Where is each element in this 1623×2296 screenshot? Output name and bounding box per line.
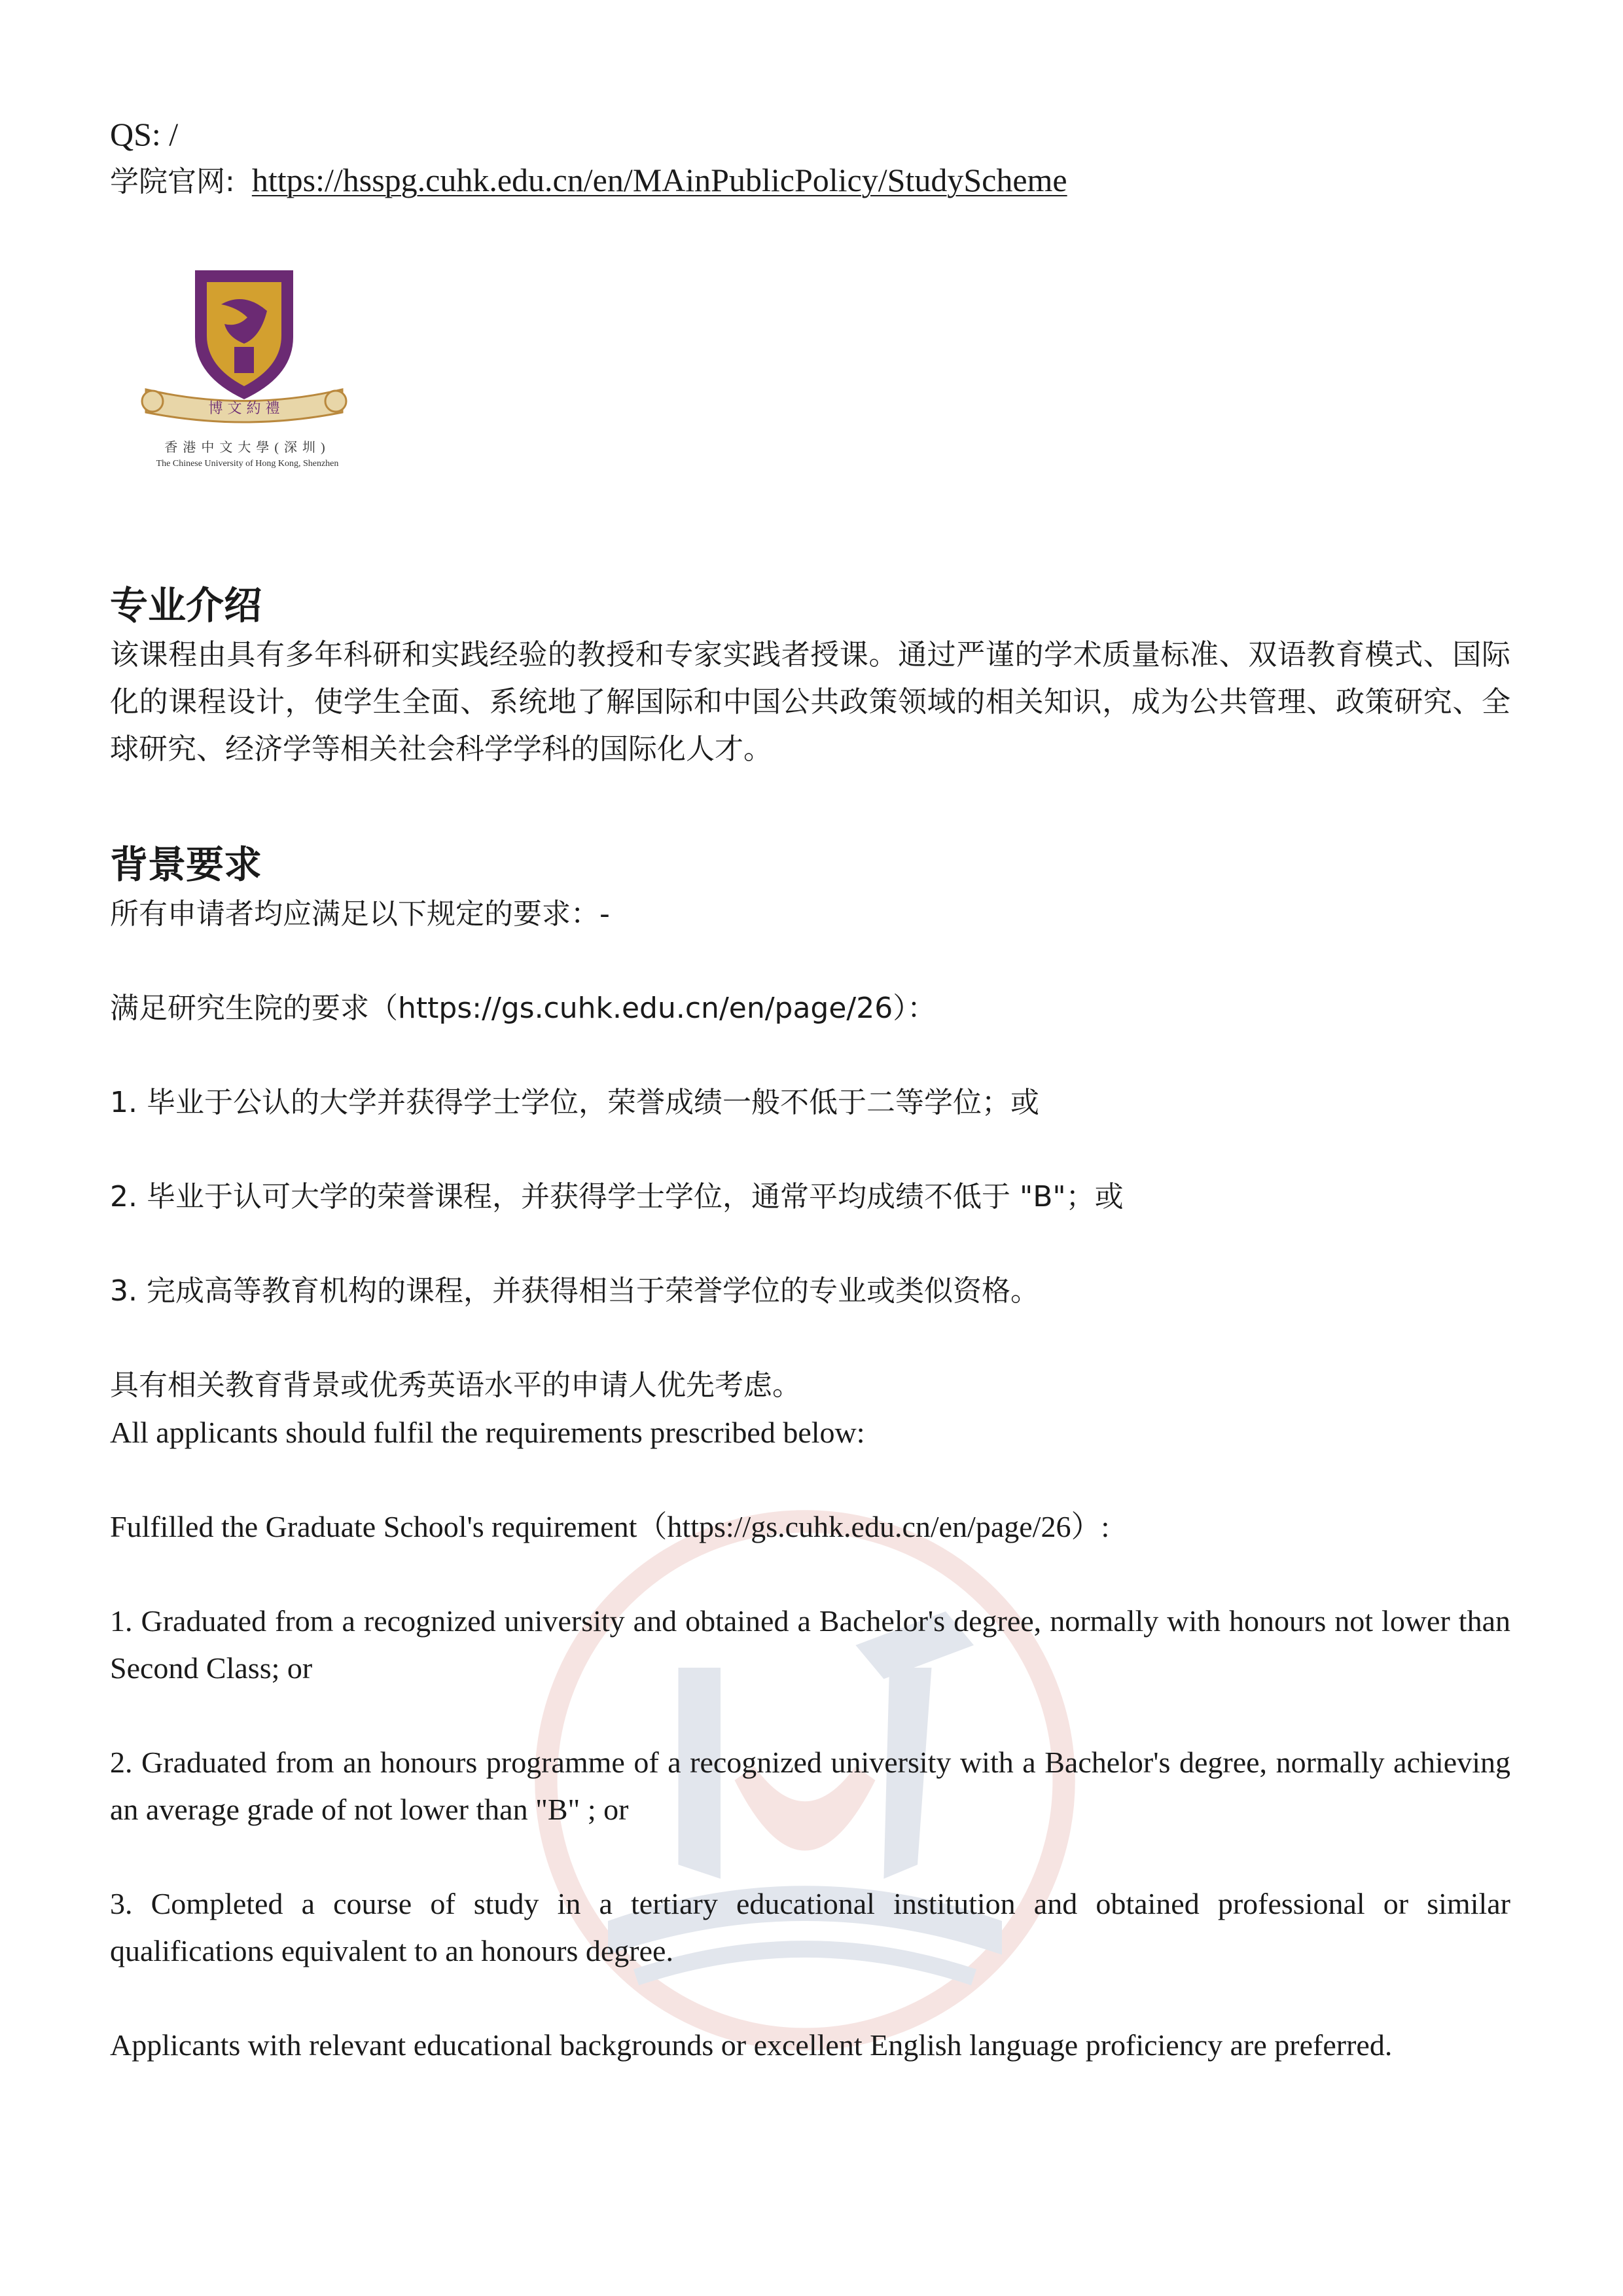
preferred-note-en: Applicants with relevant educational backgrounds or excellent English language proficiency are preferred. bbox=[110, 2028, 1393, 2062]
intro-heading: 专业介绍 bbox=[110, 583, 262, 628]
preferred-note-zh: 具有相关教育背景或优秀英语水平的申请人优先考虑。 bbox=[110, 1369, 801, 1402]
qs-ranking-line: QS: / bbox=[110, 116, 179, 152]
requirement-item-1-en: 1. Graduated from a recognized university and obtained a Bachelor's degree, normally with honours not lower than Second Class; or bbox=[110, 1604, 1510, 1685]
university-crest-icon bbox=[110, 265, 385, 435]
requirement-lead-en: All applicants should fulfil the requirements prescribed below: bbox=[110, 1416, 865, 1449]
website-line bbox=[110, 157, 1510, 205]
intro-section bbox=[110, 579, 1510, 773]
website-link[interactable]: https://hsspg.cuhk.edu.cn/en/MAinPublicPolicy/StudyScheme bbox=[251, 162, 1067, 198]
intro-text: 该课程由具有多年科研和实践经验的教授和专家实践者授课。通过严谨的学术质量标准、双语教育模式、国际化的课程设计，使学生全面、系统地了解国际和中国公共政策领域的相关知识，成为公共管理、政策研究、全球研究、经济学等相关社会科学学科的国际化人才。 bbox=[110, 638, 1510, 766]
logo-name-en: The Chinese University of Hong Kong, Shenzhen bbox=[156, 459, 339, 469]
background-heading: 背景要求 bbox=[110, 842, 262, 887]
content-column bbox=[110, 111, 1510, 2069]
university-logo bbox=[110, 265, 385, 481]
graduate-school-requirement-zh: 满足研究生院的要求（https://gs.cuhk.edu.cn/en/page/26）： bbox=[110, 992, 936, 1025]
website-label: 学院官网: bbox=[110, 165, 235, 198]
background-section bbox=[110, 838, 1510, 2069]
requirement-item-2-en: 2. Graduated from an honours programme of a recognized university with a Bachelor's degree, normally achieving an average grade of not lower than "B" ; or bbox=[110, 1746, 1510, 1826]
logo-name-cn: 香港中文大學(深圳) bbox=[164, 440, 330, 455]
requirement-item-1-zh: 1. 毕业于公认的大学并获得学士学位，荣誉成绩一般不低于二等学位；或 bbox=[110, 1086, 1039, 1119]
requirement-item-3-zh: 3. 完成高等教育机构的课程，并获得相当于荣誉学位的专业或类似资格。 bbox=[110, 1274, 1039, 1308]
graduate-school-requirement-en: Fulfilled the Graduate School's requirement（https://gs.cuhk.edu.cn/en/page/26）: bbox=[110, 1510, 1110, 1543]
svg-text:博 文 約 禮: 博 文 約 禮 bbox=[208, 401, 280, 417]
requirement-lead-zh: 所有申请者均应满足以下规定的要求：- bbox=[110, 897, 610, 931]
requirement-item-3-en: 3. Completed a course of study in a tertiary educational institution and obtained professional or similar qualifications equivalent to an honours degree. bbox=[110, 1887, 1510, 1967]
requirement-item-2-zh: 2. 毕业于认可大学的荣誉课程，并获得学士学位，通常平均成绩不低于 "B"；或 bbox=[110, 1180, 1124, 1213]
